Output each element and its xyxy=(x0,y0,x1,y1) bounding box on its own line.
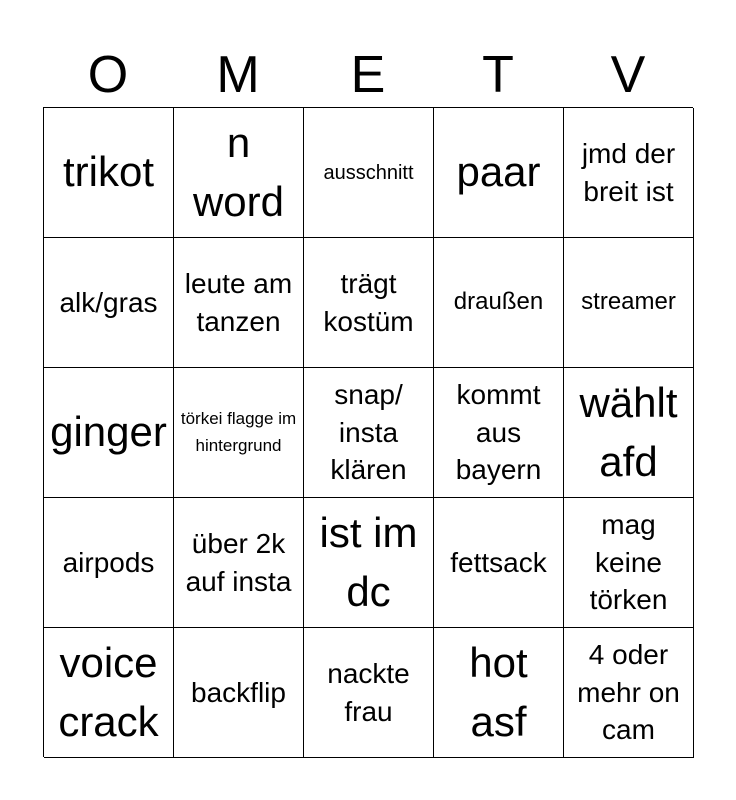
bingo-cell-label: kommt aus bayern xyxy=(455,378,542,486)
bingo-cell-label: voice crack xyxy=(58,638,159,745)
bingo-cell-label: jmd der breit ist xyxy=(581,137,676,207)
bingo-cell-label: wählt afd xyxy=(579,378,678,485)
bingo-cell-label: törkei flagge im hintergrund xyxy=(180,409,297,455)
bingo-cell-label: mag keine törken xyxy=(589,508,668,616)
bingo-cell[interactable] xyxy=(434,498,564,628)
bingo-cell[interactable] xyxy=(304,108,434,238)
bingo-cell-label: streamer xyxy=(581,288,676,316)
bingo-cell[interactable] xyxy=(564,238,694,368)
header-letter-v: V xyxy=(610,46,646,104)
bingo-cell-label: backflip xyxy=(191,676,286,708)
bingo-cell[interactable] xyxy=(174,368,304,498)
bingo-cell-label: snap/ insta klären xyxy=(330,378,407,486)
bingo-cell-label: ist im dc xyxy=(319,508,418,615)
bingo-header xyxy=(43,42,693,108)
bingo-cell-label: trikot xyxy=(62,148,154,196)
bingo-cell-label: trägt kostüm xyxy=(323,267,414,337)
bingo-cell[interactable] xyxy=(434,108,564,238)
bingo-cell[interactable] xyxy=(44,498,174,628)
bingo-cell[interactable] xyxy=(174,108,304,238)
bingo-cell[interactable] xyxy=(44,238,174,368)
bingo-cell-label: n word xyxy=(192,118,285,225)
header-letter-o: O xyxy=(87,46,129,104)
bingo-cell-label: hot asf xyxy=(469,638,528,745)
bingo-cell[interactable] xyxy=(304,498,434,628)
bingo-cell-label: 4 oder mehr on cam xyxy=(577,638,680,746)
bingo-cell-label: nackte frau xyxy=(327,657,410,727)
bingo-cell[interactable] xyxy=(434,368,564,498)
bingo-cell[interactable] xyxy=(174,628,304,758)
bingo-cell-label: ginger xyxy=(50,408,167,456)
bingo-cell[interactable] xyxy=(434,628,564,758)
bingo-cell[interactable] xyxy=(564,498,694,628)
bingo-cell[interactable] xyxy=(44,368,174,498)
bingo-cell-label: leute am tanzen xyxy=(184,267,293,337)
bingo-cell[interactable] xyxy=(304,238,434,368)
header-letter-m: M xyxy=(216,46,260,104)
bingo-cell[interactable] xyxy=(44,108,174,238)
bingo-grid xyxy=(43,107,693,757)
bingo-cell-label: paar xyxy=(456,148,541,196)
bingo-cell[interactable] xyxy=(174,498,304,628)
header-letter-e: E xyxy=(350,46,386,104)
bingo-cell[interactable] xyxy=(304,368,434,498)
bingo-cell[interactable] xyxy=(564,628,694,758)
bingo-cell[interactable] xyxy=(564,368,694,498)
bingo-cell[interactable] xyxy=(304,628,434,758)
bingo-cell-label: airpods xyxy=(62,546,155,578)
bingo-cell-label: fettsack xyxy=(450,546,547,578)
bingo-cell-label: über 2k auf insta xyxy=(185,527,292,597)
bingo-cell[interactable] xyxy=(44,628,174,758)
bingo-cell-label: alk/gras xyxy=(59,286,158,318)
bingo-cell-label: draußen xyxy=(453,288,544,316)
bingo-cell-label: ausschnitt xyxy=(323,161,414,184)
bingo-cell[interactable] xyxy=(174,238,304,368)
header-letter-t: T xyxy=(482,46,514,104)
bingo-cell[interactable] xyxy=(564,108,694,238)
bingo-cell[interactable] xyxy=(434,238,564,368)
